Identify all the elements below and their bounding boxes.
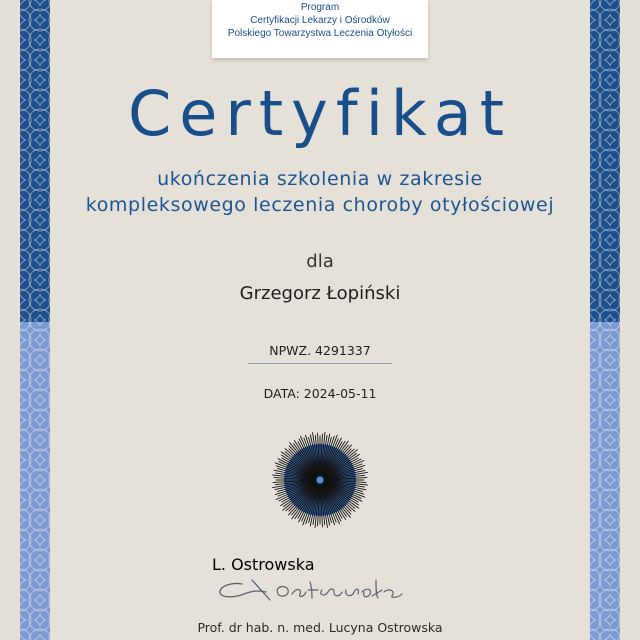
certificate-subtitle (0, 166, 640, 218)
npwz-number: NPWZ. 4291337 (248, 343, 392, 364)
logo-line-certification: Certyfikacji Lekarzy i Ośrodków (250, 15, 390, 26)
signature-lettering: L. Ostrowska (212, 555, 315, 574)
logo-line-program: Program (300, 2, 340, 13)
certificate-date: DATA: 2024-05-11 (263, 386, 377, 401)
starburst-emblem-icon (268, 428, 372, 532)
subtitle-line-1: ukończenia szkolenia w zakresie (157, 168, 483, 190)
logo-line-society: Polskiego Towarzystwa Leczenia Otyłości (227, 28, 413, 39)
signer-name: Prof. dr hab. n. med. Lucyna Ostrowska (197, 620, 443, 635)
subtitle-line-2: kompleksowego leczenia choroby otyłościowej (85, 194, 555, 216)
recipient-name: Grzegorz Łopiński (239, 283, 401, 304)
certificate-title: Certyfikat (127, 77, 513, 150)
program-logo-card (212, 0, 428, 58)
for-label: dla (306, 251, 334, 272)
handwritten-signature (212, 555, 412, 606)
